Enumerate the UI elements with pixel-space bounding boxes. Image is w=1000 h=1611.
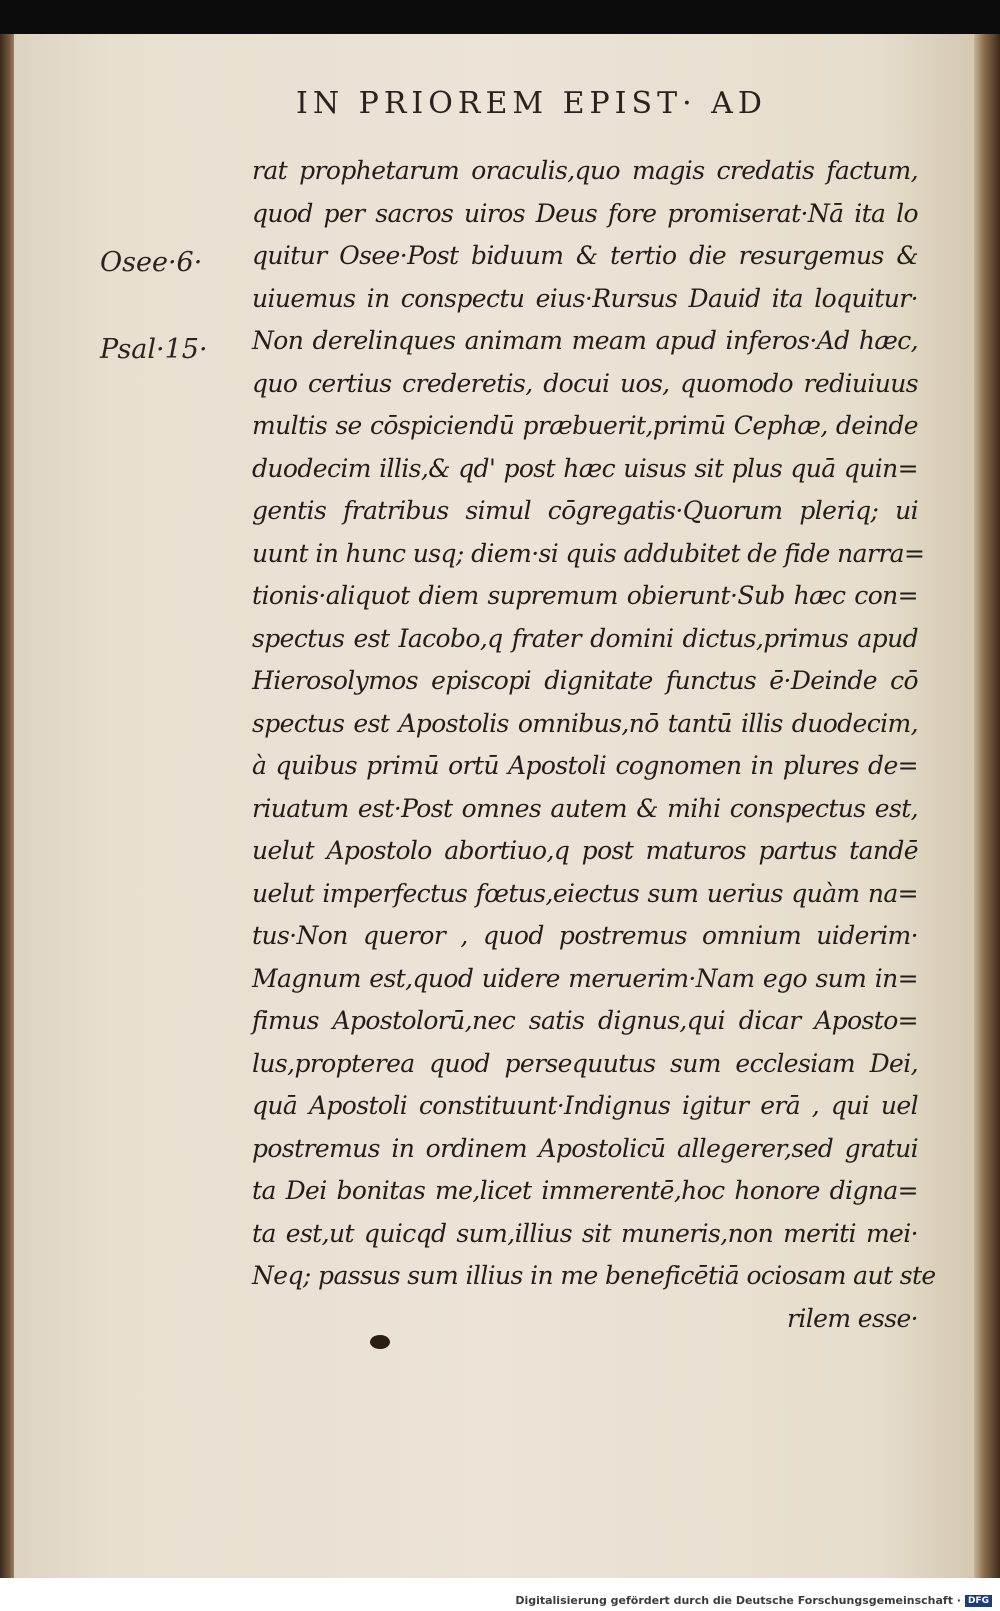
text-line: lus,propterea quod persequutus sum ecclesiam Dei, xyxy=(252,1048,918,1078)
text-line: uiuemus in conspectu eius·Rursus Dauid ita loquitur· xyxy=(252,283,918,313)
text-line: spectus est Apostolis omnibus,nō tantū illis duodecim, xyxy=(252,708,918,738)
ink-spot xyxy=(370,1335,390,1349)
text-line: multis se cōspiciendū præbuerit,primū Cephæ, deinde xyxy=(252,411,918,440)
book-spine xyxy=(0,34,14,1578)
text-line: uelut Apostolo abortiuo,q post maturos partus tandē xyxy=(252,836,918,865)
margin-note-osee: Osee·6· xyxy=(100,247,203,278)
dfg-logo: DFG xyxy=(965,1595,992,1607)
text-line: uunt in hunc usq; diem·si quis addubitet de fide narra= xyxy=(252,538,925,568)
text-line: quitur Osee·Post biduum & tertio die resurgemus & xyxy=(252,241,918,270)
credit-text: Digitalisierung gefördert durch die Deutsche Forschungsgemeinschaft · xyxy=(515,1594,961,1607)
text-line: tus·Non queror , quod postremus omnium uiderim· xyxy=(252,921,918,950)
running-head: IN PRIOREM EPIST· AD xyxy=(296,86,767,121)
text-line: gentis fratribus simul cōgregatis·Quorum pleriq; ui xyxy=(252,496,918,525)
text-line: rat prophetarum oraculis,quo magis credatis factum, xyxy=(252,156,918,185)
text-line: postremus in ordinem Apostolicū allegerer,sed gratui xyxy=(252,1133,918,1163)
page-edge xyxy=(974,34,1000,1578)
text-line: quo certius crederetis, docui uos, quomodo rediuiuus xyxy=(252,368,918,398)
text-line: spectus est Iacobo,q frater domini dictus,primus apud xyxy=(252,623,918,653)
scan-top-border xyxy=(0,0,1000,34)
text-line: ta est,ut quicqd sum,illius sit muneris,non meriti mei· xyxy=(252,1218,918,1248)
text-line: duodecim illis,& qd' post hæc uisus sit plus quā quin= xyxy=(252,453,918,483)
text-line: Hierosolymos episcopi dignitate functus ē·Deinde cō xyxy=(252,666,918,695)
text-line: quod per sacros uiros Deus fore promiserat·Nā ita lo xyxy=(252,198,918,228)
text-line: tionis·aliquot diem supremum obierunt·Sub hæc con= xyxy=(252,581,918,610)
text-line: Neq; passus sum illius in me beneficētiā ociosam aut ste xyxy=(252,1261,936,1290)
margin-note-psal: Psal·15· xyxy=(100,334,208,365)
text-line: quā Apostoli constituunt·Indignus igitur erā , qui uel xyxy=(252,1091,918,1120)
text-line: uelut imperfectus fœtus,eiectus sum uerius quàm na= xyxy=(252,878,918,908)
text-line: riuatum est·Post omnes autem & mihi conspectus est, xyxy=(252,793,918,823)
text-line-final: rilem esse· xyxy=(787,1303,918,1333)
text-line: ta Dei bonitas me,licet immerentē,hoc honore digna= xyxy=(252,1176,918,1205)
text-line: Non derelinques animam meam apud inferos·Ad hæc, xyxy=(252,326,918,355)
text-line: Magnum est,quod uidere meruerim·Nam ego sum in= xyxy=(252,963,918,993)
digitization-credit xyxy=(515,1594,992,1607)
main-text-block xyxy=(252,150,936,1340)
text-line: fimus Apostolorū,nec satis dignus,qui dicar Aposto= xyxy=(252,1006,918,1035)
text-line: à quibus primū ortū Apostoli cognomen in plures de= xyxy=(252,751,918,780)
